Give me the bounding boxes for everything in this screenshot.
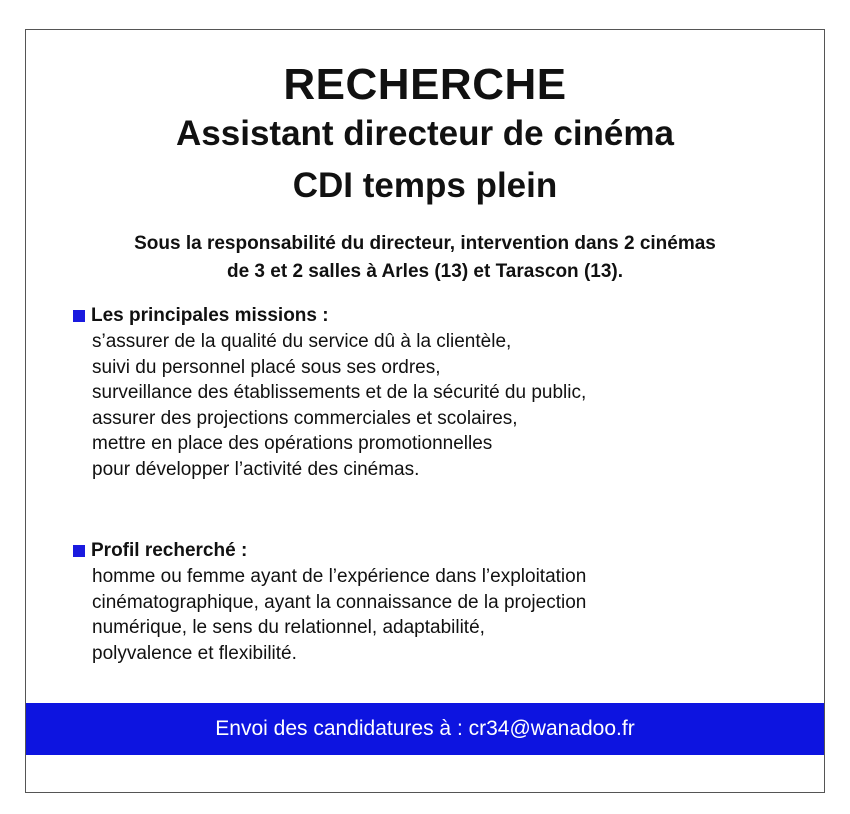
intro-paragraph: [26, 230, 824, 286]
profil-heading: [73, 538, 773, 564]
missions-line: surveillance des établissements et de la sécurité du public,: [92, 382, 587, 403]
missions-line: assurer des projections commerciales et scolaires,: [92, 407, 518, 429]
missions-line: s’assurer de la qualité du service dû à la clientèle,: [92, 331, 512, 352]
missions-section: [73, 303, 773, 482]
missions-heading: [73, 303, 773, 329]
job-title: Assistant directeur de cinéma: [176, 114, 674, 153]
profil-line: cinématographique, ayant la connaissance de la projection: [92, 591, 587, 613]
profil-list: [92, 564, 773, 666]
intro-line: Sous la responsabilité du directeur, intervention dans 2 cinémas: [134, 233, 716, 254]
missions-line: pour développer l’activité des cinémas.: [92, 458, 420, 480]
profil-line: homme ou femme ayant de l’expérience dans l’exploitation: [92, 566, 587, 587]
application-contact-text: Envoi des candidatures à : cr34@wanadoo.fr: [215, 717, 635, 740]
profil-section: [73, 538, 773, 666]
missions-heading-label: Les principales missions :: [91, 305, 329, 326]
job-ad-frame: [25, 29, 825, 793]
contract-type: CDI temps plein: [292, 166, 558, 205]
profil-line: polyvalence et flexibilité.: [92, 642, 297, 664]
square-bullet-icon: [73, 310, 85, 322]
ad-title: RECHERCHE: [283, 60, 567, 109]
application-footer-bar: [26, 703, 824, 755]
intro-line: de 3 et 2 salles à Arles (13) et Tarascon (13).: [226, 261, 624, 282]
square-bullet-icon: [73, 545, 85, 557]
profil-heading-label: Profil recherché :: [91, 540, 248, 561]
missions-line: suivi du personnel placé sous ses ordres,: [92, 356, 441, 378]
profil-line: numérique, le sens du relationnel, adaptabilité,: [92, 617, 485, 638]
missions-line: mettre en place des opérations promotionnelles: [92, 433, 493, 454]
missions-list: [92, 329, 773, 482]
